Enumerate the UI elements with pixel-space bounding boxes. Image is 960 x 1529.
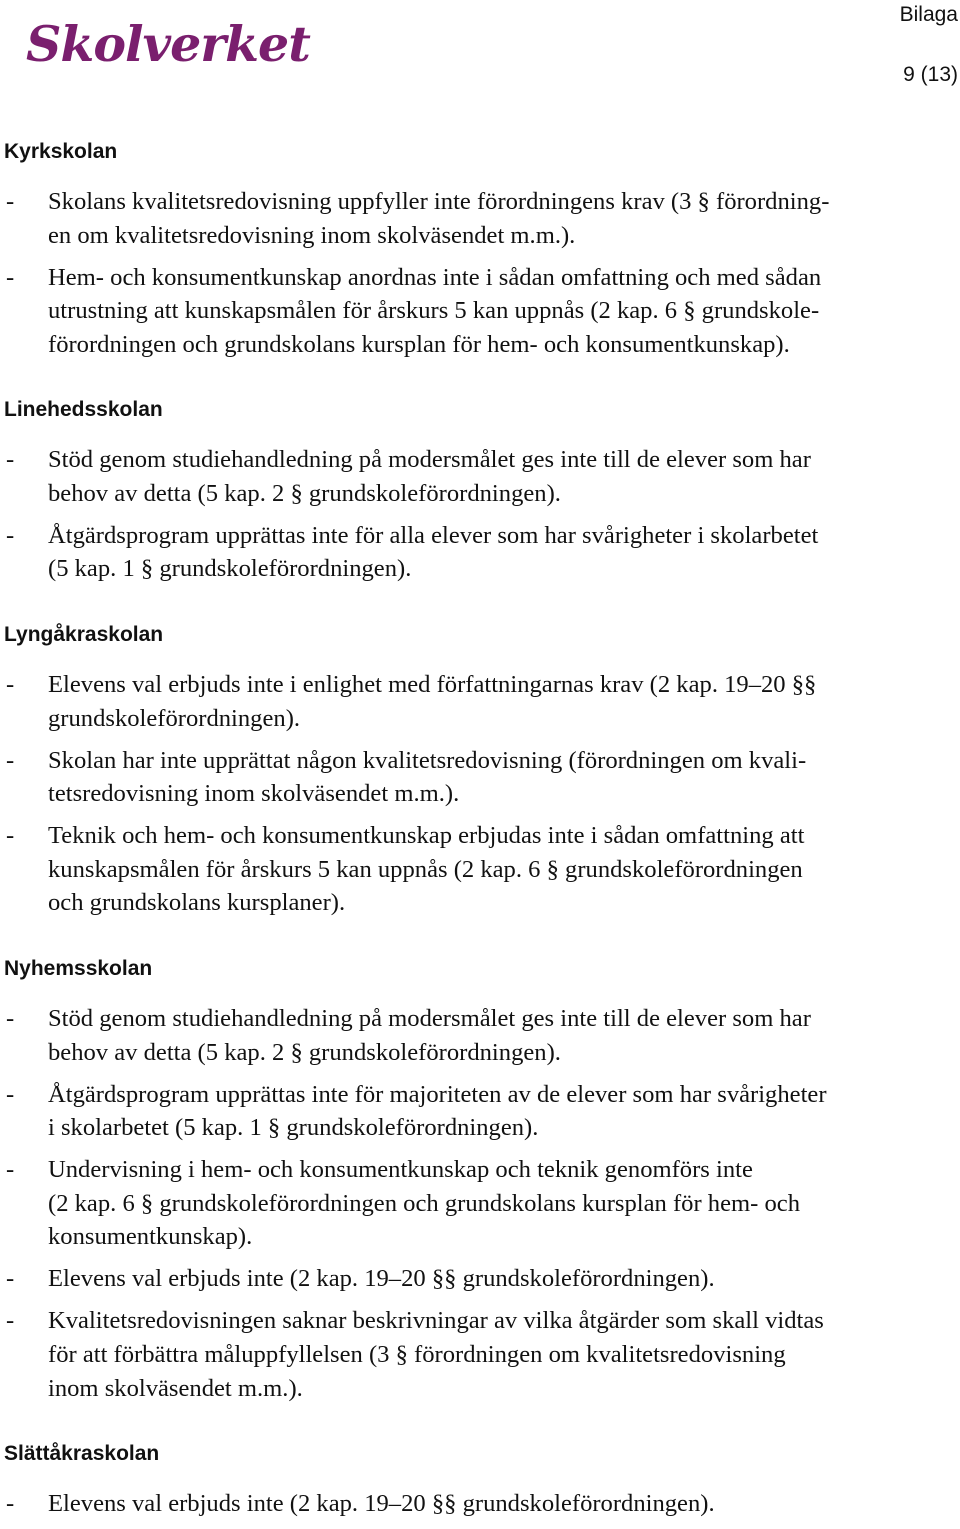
appendix-label: Bilaga [899,3,958,26]
skolverket-logo: Skolverket [26,15,310,73]
section-heading: Nyhemsskolan [4,957,153,980]
section-heading: Lyngåkraskolan [4,623,164,646]
list-item: - Hem- och konsumentkunskap anordnas inte i sådan omfattning och med sådan utrustning att kunskapsmålen för årskurs 5 kan uppnås (2 kap. 6 § grundskole- förordningen och grundskolans kursplan för hem- och konsumentkunskap). [0,261,960,362]
findings-list [0,443,960,586]
list-item: - Undervisning i hem- och konsumentkunskap och teknik genomförs inte (2 kap. 6 § grundskoleförordningen och grundskolans kursplan för hem- och konsumentkunskap). [0,1153,960,1254]
list-item: - Elevens val erbjuds inte (2 kap. 19–20 §§ grundskoleförordningen). [0,1262,960,1296]
section-nyhemsskolan [0,956,960,1413]
section-kyrkskolan [0,139,960,370]
section-heading: Linehedsskolan [4,398,163,421]
list-item: - Åtgärdsprogram upprättas inte för majoriteten av de elever som har svårigheter i skolarbetet (5 kap. 1 § grundskoleförordningen). [0,1078,960,1145]
list-item: - Elevens val erbjuds inte (2 kap. 19–20 §§ grundskoleförordningen). [0,1487,960,1521]
list-item: - Stöd genom studiehandledning på modersmålet ges inte till de elever som har behov av detta (5 kap. 2 § grundskoleförordningen). [0,1002,960,1069]
list-item: - Skolan har inte upprättat någon kvalitetsredovisning (förordningen om kvali- tetsredovisning inom skolväsendet m.m.). [0,744,960,811]
section-lyngakraskolan [0,622,960,928]
section-heading: Kyrkskolan [4,140,118,163]
findings-list [0,668,960,920]
section-heading: Slättåkraskolan [4,1442,160,1465]
page-number: 9 (13) [903,63,958,86]
list-item: - Stöd genom studiehandledning på modersmålet ges inte till de elever som har behov av detta (5 kap. 2 § grundskoleförordningen). [0,443,960,510]
list-item: - Teknik och hem- och konsumentkunskap erbjudas inte i sådan omfattning att kunskapsmålen för årskurs 5 kan uppnås (2 kap. 6 § grundskoleförordningen och grundskolans kursplaner). [0,819,960,920]
findings-list [0,1487,960,1521]
findings-list [0,1002,960,1405]
section-linehedsskolan [0,397,960,594]
list-item: - Kvalitetsredovisningen saknar beskrivningar av vilka åtgärder som skall vidtas för att förbättra måluppfyllelsen (3 § förordningen om kvalitetsredovisning inom skolväsendet m.m.). [0,1304,960,1405]
findings-list [0,185,960,361]
list-item: - Åtgärdsprogram upprättas inte för alla elever som har svårigheter i skolarbetet (5 kap. 1 § grundskoleförordningen). [0,519,960,586]
list-item: - Elevens val erbjuds inte i enlighet med författningarnas krav (2 kap. 19–20 §§ grundskoleförordningen). [0,668,960,735]
section-slattakraskolan [0,1441,960,1529]
list-item: - Skolans kvalitetsredovisning uppfyller inte förordningens krav (3 § förordning- en om kvalitetsredovisning inom skolväsendet m.m.). [0,185,960,252]
